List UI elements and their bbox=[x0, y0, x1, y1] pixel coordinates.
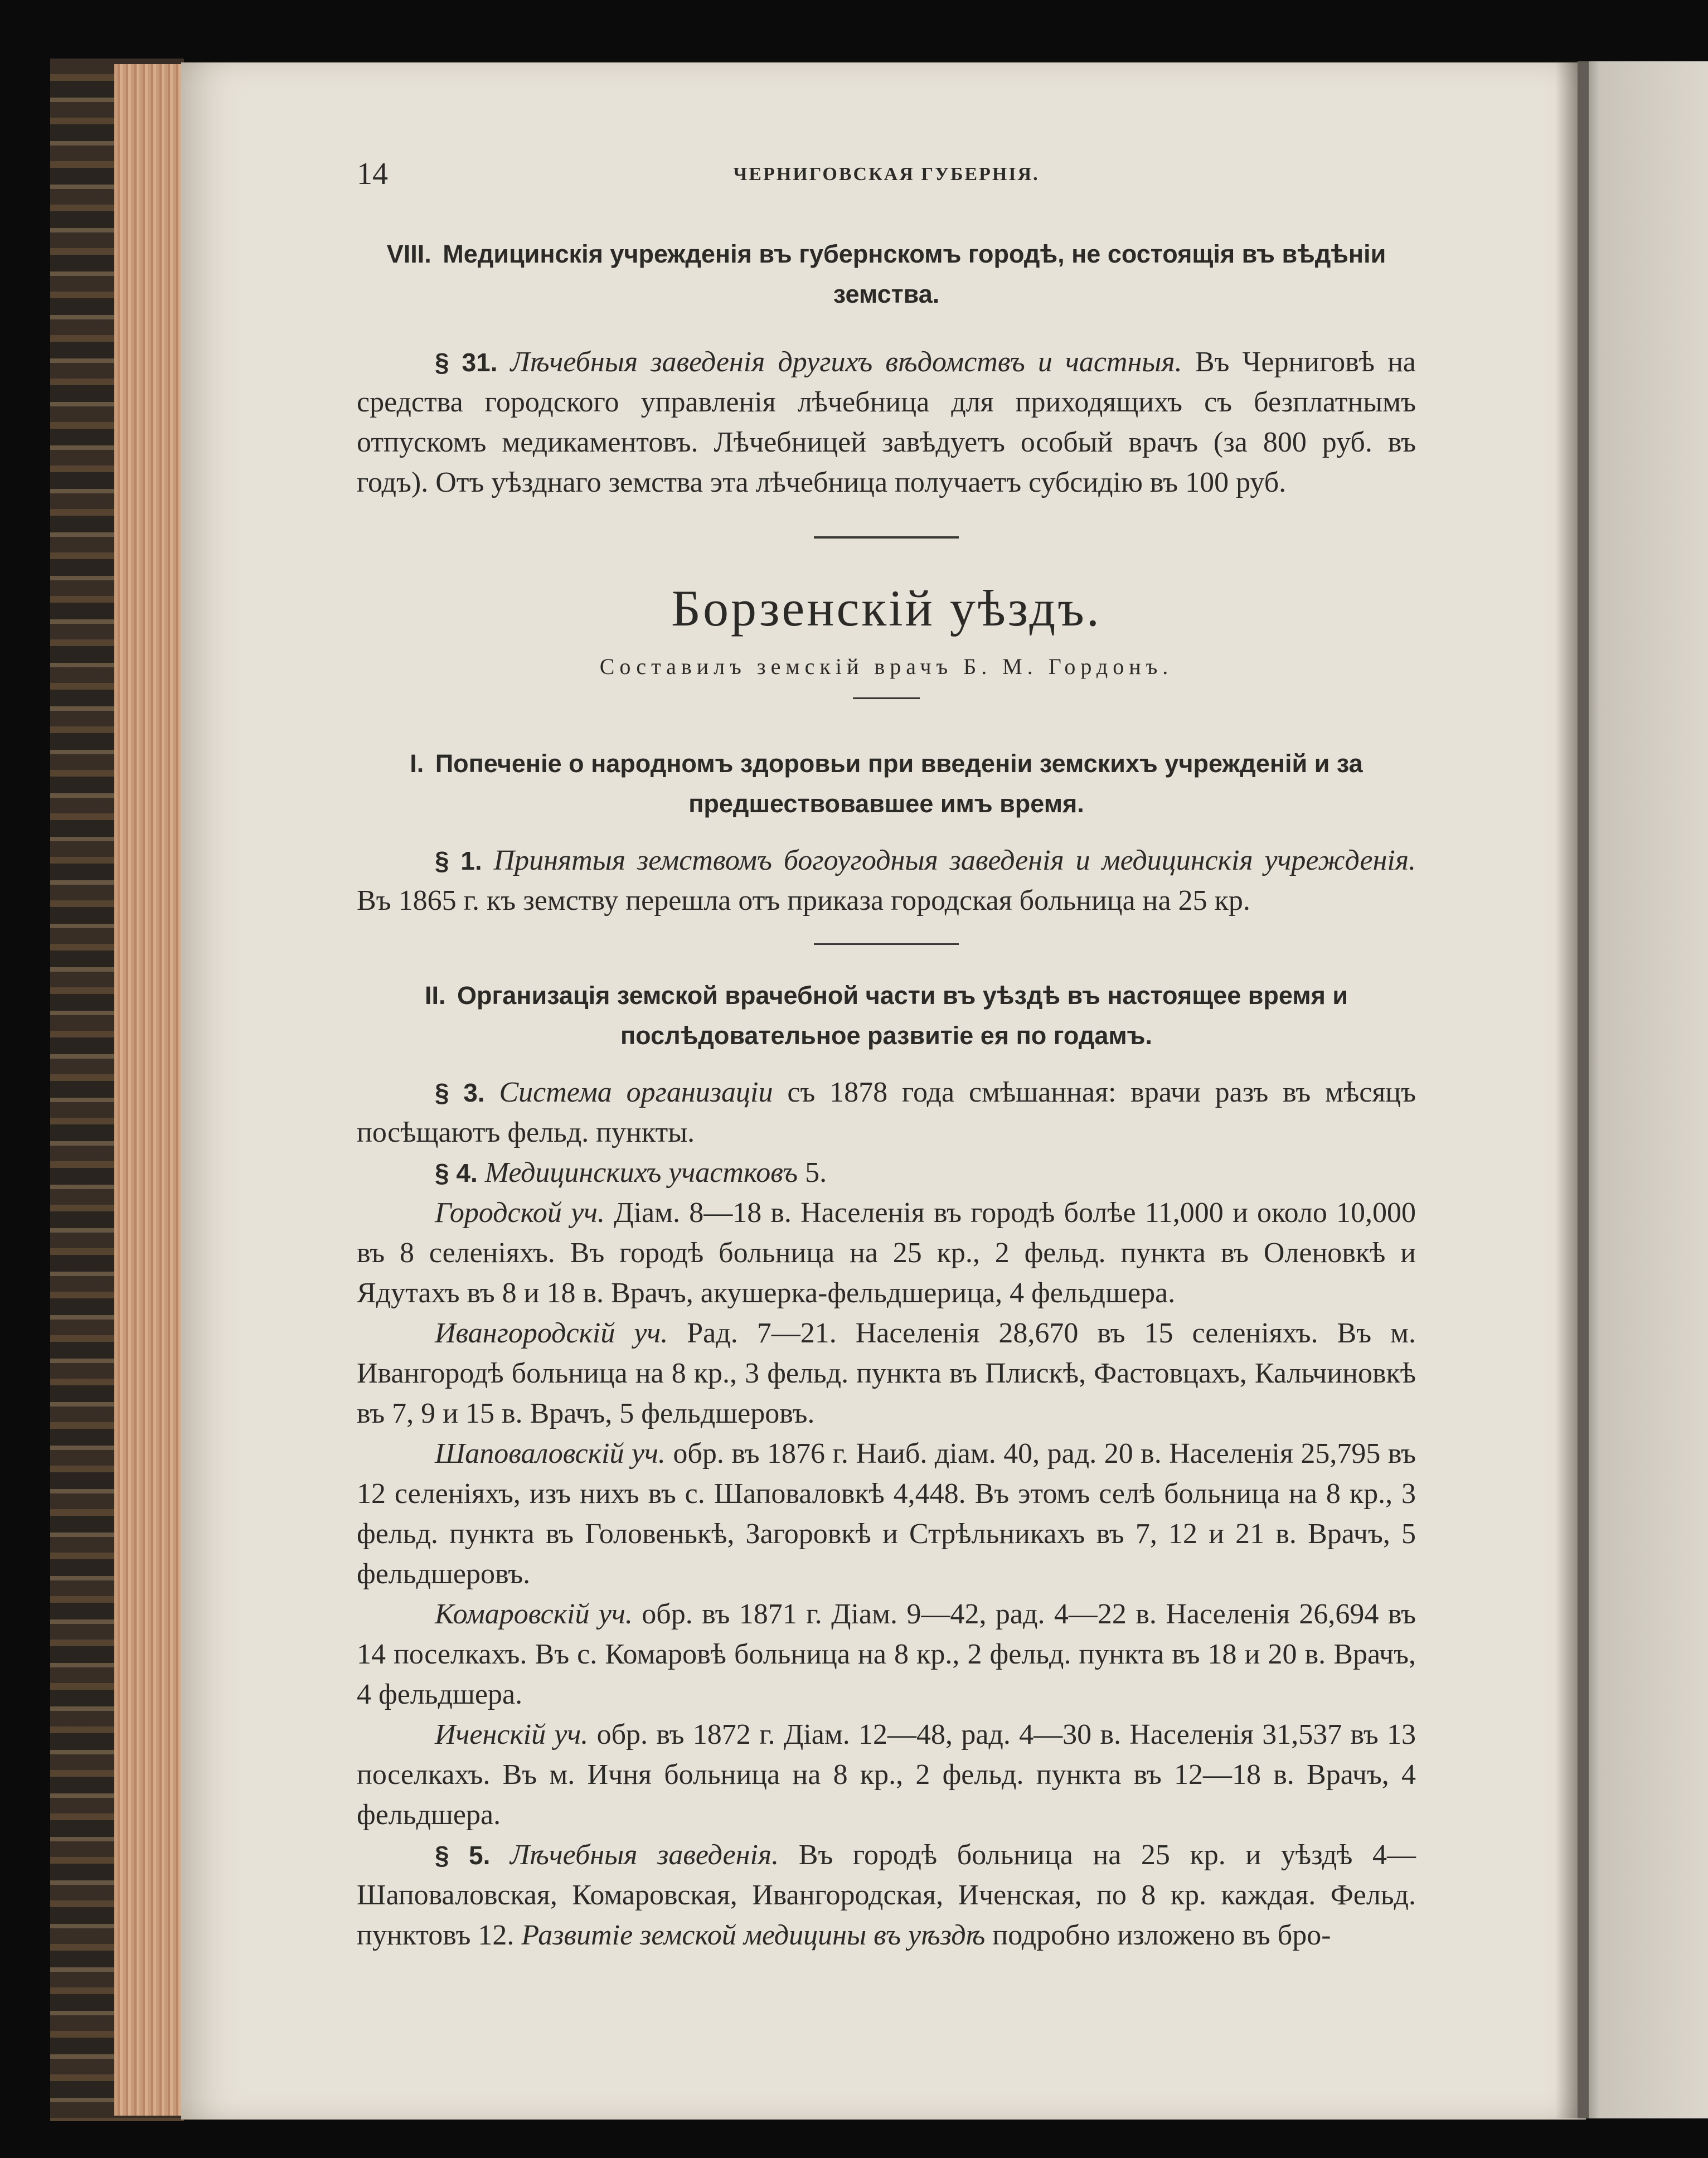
paragraph-subheading: Развитіе земской медицины въ уѣздѣ bbox=[521, 1919, 986, 1951]
paragraph-heading: Принятыя земствомъ богоугодныя заведенія и медицинскія учрежденія. bbox=[493, 845, 1416, 876]
paragraph-number: § 31. bbox=[435, 348, 498, 377]
paragraph-number: § 5. bbox=[435, 1841, 491, 1870]
paragraph-4 bbox=[357, 1153, 1416, 1193]
running-title: ЧЕРНИГОВСКАЯ ГУБЕРНІЯ. bbox=[733, 164, 1040, 185]
district-text: Діам. 8—18 в. Населенія въ городѣ болѣе 11,000 и около 10,000 въ 8 селеніяхъ. Въ городѣ больница на 25 кр., 2 фельд. пункта въ Оленовкѣ и Ядутахъ въ 8 и 18 в. Врачъ, акушерка-фельдшерица, 4 фельдшера. bbox=[357, 1197, 1416, 1309]
section-heading-i bbox=[357, 744, 1416, 824]
paragraph-heading: Лѣчебныя заведенія. bbox=[510, 1839, 779, 1871]
running-head bbox=[357, 156, 1416, 195]
paragraph-text: Въ Черниговѣ на средства городского управленія лѣчебница для приходящихъ съ безплатнымъ отпускомъ медикаментовъ. Лѣчебницей завѣдуетъ особый врачъ (за 800 руб. въ годъ). Отъ уѣзднаго земства эта лѣчебница получаетъ субсидію въ 100 руб. bbox=[357, 346, 1416, 498]
district-entry-ivangorodsky bbox=[357, 1313, 1416, 1434]
paragraph-number: § 4. bbox=[435, 1158, 478, 1187]
page-edges bbox=[114, 64, 187, 2116]
section-numeral: II. bbox=[424, 981, 446, 1010]
district-entry-komarovsky bbox=[357, 1594, 1416, 1715]
district-name: Городской уч. bbox=[435, 1197, 605, 1229]
gutter-shadow bbox=[1555, 61, 1589, 2118]
district-name: Комаровскій уч. bbox=[435, 1598, 633, 1630]
district-text: обр. въ 1876 г. Наиб. діам. 40, рад. 20 в. Населенія 25,795 въ 12 селеніяхъ, изъ нихъ въ с. Шаповаловкѣ 4,448. Въ этомъ селѣ больница на 8 кр., 3 фельд. пункта въ Головенькѣ, Загоровкѣ и Стрѣльникахъ въ 7, 12 и 21 в. Врачъ, 5 фельдшеровъ. bbox=[357, 1438, 1416, 1590]
section-title: Организація земской врачебной части въ уѣздѣ въ настоящее время и послѣдовательное развитіе ея по годамъ. bbox=[457, 981, 1348, 1050]
paragraph-heading: Система организаціи bbox=[499, 1076, 773, 1108]
paragraph-text: Въ 1865 г. къ земству перешла отъ приказа городская больница на 25 кр. bbox=[357, 885, 1250, 916]
section-numeral: VIII. bbox=[386, 240, 431, 268]
district-text: Рад. 7—21. Населенія 28,670 въ 15 селеніяхъ. Въ м. Ивангородѣ больница на 8 кр., 3 фельд. пункта въ Плискѣ, Фастовцахъ, Кальчиновкѣ въ 7, 9 и 15 в. Врачъ, 5 фельдшеровъ. bbox=[357, 1317, 1416, 1429]
district-text: обр. въ 1871 г. Діам. 9—42, рад. 4—22 в. Населенія 26,694 въ 14 поселкахъ. Въ с. Комаровѣ больница на 8 кр., 2 фельд. пункта въ 18 и 20 в. Врачъ, 4 фельдшера. bbox=[357, 1598, 1416, 1710]
compiler-line: Составилъ земскій врачъ Б. М. Гордонъ. bbox=[599, 654, 1173, 679]
district-name: Иченскій уч. bbox=[435, 1719, 589, 1750]
section-numeral: I. bbox=[410, 749, 424, 778]
paragraph-heading: Медицинскихъ участковъ bbox=[484, 1157, 798, 1189]
paragraph-number: § 1. bbox=[435, 846, 482, 875]
section-heading-ii bbox=[357, 976, 1416, 1056]
section-title: Попеченіе о народномъ здоровьи при введеніи земскихъ учрежденій и за предшествовавшее имъ время. bbox=[435, 749, 1363, 818]
page-number: 14 bbox=[357, 157, 388, 191]
district-entry-shapovalovsky bbox=[357, 1434, 1416, 1594]
paragraph-heading: Лѣчебныя заведенія другихъ вѣдомствъ и частныя. bbox=[510, 346, 1182, 378]
page-content bbox=[357, 156, 1416, 1956]
district-name: Ивангородскій уч. bbox=[435, 1317, 668, 1349]
paragraph-3 bbox=[357, 1073, 1416, 1153]
district-text: обр. въ 1872 г. Діам. 12—48, рад. 4—30 в. Населенія 31,537 въ 13 поселкахъ. Въ м. Ичня больница на 8 кр., 2 фельд. пункта въ 12—18 в. Врачъ, 4 фельдшера. bbox=[357, 1719, 1416, 1831]
paragraph-5 bbox=[357, 1835, 1416, 1956]
paragraph-text-continued: подробно изложено въ бро- bbox=[992, 1919, 1331, 1951]
paragraph-text: Въ городѣ больница на 25 кр. и уѣздѣ 4— Шаповаловская, Комаровская, Ивангородская, Иченская, по 8 кр. каждая. Фельд. пунктовъ 12. bbox=[357, 1839, 1416, 1951]
paragraph-text: 5. bbox=[805, 1157, 827, 1189]
district-entry-gorodskoy bbox=[357, 1193, 1416, 1313]
district-name: Шаповаловскій уч. bbox=[435, 1438, 666, 1470]
paragraph-number: § 3. bbox=[435, 1078, 485, 1107]
paragraph-text: съ 1878 года смѣшанная: врачи разъ въ мѣсяцъ посѣщаютъ фельд. пункты. bbox=[357, 1076, 1416, 1148]
section-title: Медицинскія учрежденія въ губернскомъ городѣ, не состоящія въ вѣдѣніи земства. bbox=[443, 240, 1386, 308]
paragraph-1 bbox=[357, 841, 1416, 921]
district-title: Борзенскій уѣздъ. bbox=[671, 580, 1102, 637]
section-heading-viii bbox=[357, 234, 1416, 314]
district-entry-ichensky bbox=[357, 1715, 1416, 1835]
facing-page-edge bbox=[1578, 61, 1708, 2118]
paragraph-31 bbox=[357, 342, 1416, 503]
